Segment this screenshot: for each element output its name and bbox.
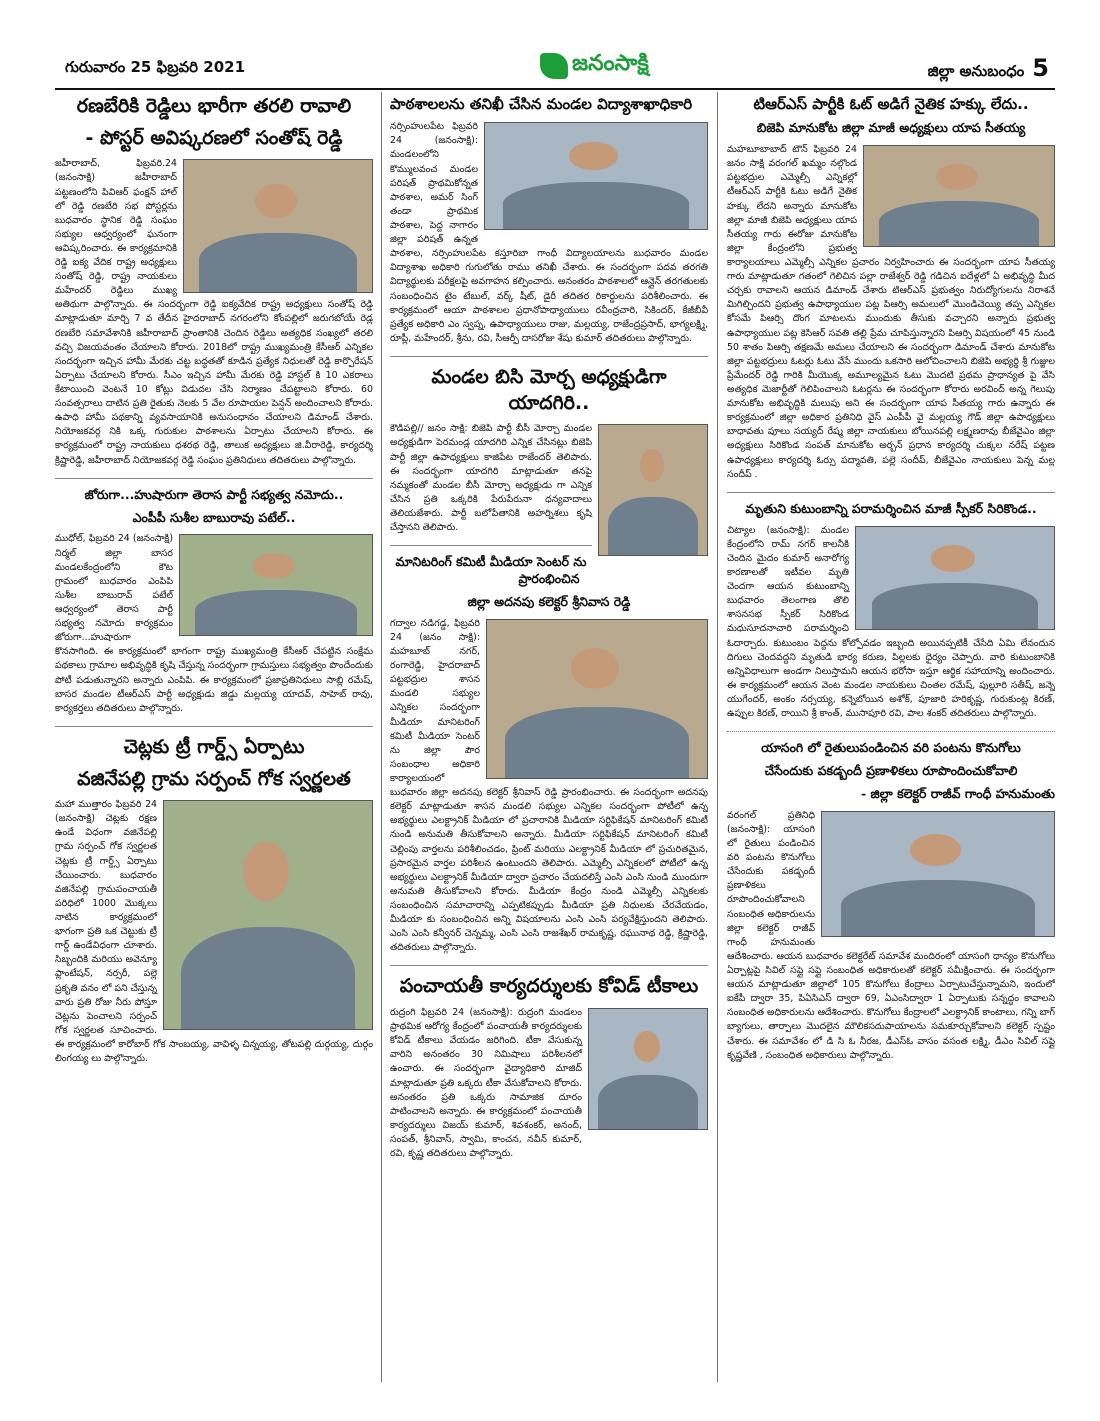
article-headline: చెట్లకు ట్రీ గార్డ్స్ ఏర్పాటు bbox=[123, 735, 305, 758]
article-photo bbox=[183, 159, 373, 293]
article-bc-morcha bbox=[390, 365, 708, 535]
article-body: మహబూబాబాద్ టౌన్ ఫిబ్రవరి 24 జనం సాక్షి వరంగల్ ఖమ్మం నల్గొండ పట్టభద్రుల ఎమ్మెల్సీ ఎన్నికల్లో టీఆర్ఎస్ పార్టీకి ఓటు అడిగే నైతిక హక్కు లేదని అన్నారు మానుకోట జిల్లా మాజీ బిజెపి అధ్యక్షులు యాప సీతయ్య గారు ఈరోజు మానుకోట జిల్లా కేంద్రంలోని ప్రభుత్వ కార్యాలయాలు ఎమ్మెల్సీ ఎన్నికల ప్రచారం నిర్వహించారు ఈ సందర్భంగా యాప సీతయ్య గారు మాట్లాడుతూ గతంలో గెలిచిన పల్లా రాజేశ్వర్ రెడ్డి గడిచిన ఐదేళ్లలో ఏ అభివృద్ధి మీద చర్చకు రావాలని ఆయన డిమాండ్ చేశారు టిఆర్ఎస్ ప్రభుత్వం నిరుద్యోగులను నిరాశనే మిగిల్చిందని ప్రభుత్వ ఉపాధ్యాయుల పట్ల పిఆర్సి అమలులో మొండిచెయ్యి తప్ప ఎన్నికల కోసమే పిఆర్సి దొంగ మాటలను ముందుకు తీసుకు వచ్చారని అన్నారు ప్రభుత్వ ఉపాధ్యాయుల పట్ల కెసిఆర్ సవతి తల్లి ప్రేమ చూపిస్తున్నారని పిఆర్సి విషయంలో 45 నుండి 50 శాతం పిఆర్సి తక్షణమే అమలు చేయాలని ఈ సందర్భంగా డిమాండ్ చేశారు మానుకోట జిల్లా పట్టభద్రులు ఓటర్లు ఓటు వేసే ముందు ఒకసారి ఆలోచించాలని బిజెపి అభ్యర్థి శ్రీ గుజ్జుల ప్రేమేందర్ రెడ్డి గారికి మీయొక్క అమూల్యమైన ఓటు మొదటి ప్రథమ ప్రాధాన్యత పై వేసి అత్యధిక మెజార్టీతో గెలిపించాలని ఓటర్లను ఈ సందర్భంగా కోరారు అరవింద్ అన్న గెలుపు మానుకోట అభివృద్ధికి మలుపు అని ఈ సందర్భంగా యాప సీతయ్య గారు ఉన్నారు ఈ కార్యక్రమంలో జిల్లా అధికార ప్రతినిధి వైస్ ఎంపీపీ వై మల్లయ్య గౌడ్ జిల్లా ఉపాధ్యక్షులు బాధావతు పూలు సయ్యద్ రేష్మ జిల్లా నాయకులు బోయినపల్లి లక్ష్మణరావు బీజేవైఎం జిల్లా అధ్యక్షులు సిరికొండ సంపత్ మానుకోట అర్బన్ ప్రధాన కార్యదర్శి చుక్కల నరేష్ పట్టణ ఉపాధ్యక్షులు కార్యదర్శి ఓర్సు పద్మావతి, పల్లె సందీప్, బీజేవైఎం నాయకులు పెన్న మల్ల సందీప్ . bbox=[727, 144, 1055, 480]
article-tree-guards bbox=[55, 735, 373, 1066]
article-body: మహా ముత్తారం ఫిబ్రవరి 24 (జనంసాక్షి) చెట్లకు రక్షణ ఉండే విధంగా వజినేపల్లి గ్రామ సర్పంచ్ గోక స్వర్ణలత చెట్లకు ట్రీ గార్డ్స్ ఏర్పాటు చేయించారు. బుధవారం వజినేపల్లి గ్రామపంచాయతీ పరిధిలో 1000 మొక్కలు నాటిన కార్యక్రమంలో భాగంగా ప్రతి ఒక చెట్టుకు ట్రీ గార్డ్ ఉండేవిధంగా చూశారు. సిబ్బందికి మరియు అవెన్యూ ప్లాంటేషన్, నర్సరీ, పల్లె ప్రకృతి వనం లో పని చేస్తున్న వారు ప్రతి రోజు నీరు పోస్తూ చెట్లను పెంచాలని సర్పంచ్ గోక స్వర్ణలత సూచించారు. ఈ కార్యక్రమంలో కారోబార్ గోక సాంబయ్య, వావిళ్ళ చిన్నయ్య, తోటపల్లి దుర్గయ్య, దుర్గం లింగయ్య లు పాల్గొన్నారు. bbox=[55, 799, 373, 1065]
article-body: గద్వాల నడిగడ్డ, ఫిబ్రవరి 24 (జనం సాక్షి): మహబూబ్ నగర్, రంగారెడ్డి, హైదరాబాద్ పట్టభద్రుల శాసన మండలి సభ్యుల ఎన్నికల సందర్భంగా మీడియా మానిటరింగ్ కమిటీ మీడియా సెంటర్ ను జిల్లా పౌర సంబంధాల అధికారి కార్యాలయంలో బుధవారం జిల్లా అదనపు కలెక్టర్ శ్రీనివాస్ రెడ్డి ప్రారంభించారు. ఈ సందర్భంగా అదనపు కలెక్టర్ మాట్లాడుతూ శాసన మండలి సభ్యుల ఎన్నికల సందర్భంగా పోటీలో ఉన్న అభ్యర్థులు ఎలక్ట్రానిక్ మీడియా లో ప్రచారానికి మీడియా సర్టిఫికేషన్ మానిటరింగ్ కమిటీ నుండి అనుమతి తీసుకోవాలని అన్నారు. మీడియా సర్టిఫికేషన్ మానిటరింగ్ కమిటీ చెల్లింపు వార్తలను పరిశీలించడం, ప్రింట్ మరియు ఎలక్ట్రానిక్ మీడియా లో ప్రచురితమైన, ప్రసారమైన వార్తల పరిశీలన ఉంటుందని తెలిపారు. ఎమ్మెల్సీ ఎన్నికలలో పోటీలో ఉన్న అభ్యర్థులు ఎలక్ట్రానిక్ మీడియా ద్వారా ప్రచారం చేయదలిస్తే ఎంసి ఎంసి నుండి ముందుగా అనుమతి తీసుకోవాలని కోరారు. మీడియా కేంద్రం నుండి ఎమ్మెల్సీ ఎన్నికలకు సంబంధించిన సమాచారాన్ని ఎప్పటికప్పుడు మీడియా ప్రతి నిధులకు చేరవేయడం, మీడియా కు సంబంధించిన అన్ని విషయాలను ఎంసి ఎంసి పర్యవేక్షిస్తుందని తెలిపారు. ఎంసి ఎంసి కన్వీనర్ చెన్నమ్మ, ఎంసి ఎంసి రాజశేఖర్ రామకృష్ణ, రఘునాథ రెడ్డి, క్రిష్ణారెడ్డి, తదితరులు పాల్గొన్నారు. bbox=[390, 617, 708, 954]
column-3 bbox=[727, 92, 1055, 1382]
article-subheadline: జిల్లా అదనపు కలెక్టర్ శ్రీనివాస రెడ్డి bbox=[467, 593, 631, 609]
article-headline: పంచాయతీ కార్యదర్శులకు కోవిడ్ టీకాలు bbox=[399, 975, 699, 998]
article-headline: మృతుని కుటుంబాన్ని పరామర్శించిన మాజీ స్పీకర్ సిరికొండ.. bbox=[745, 500, 1037, 516]
article-trs-membership bbox=[55, 487, 373, 716]
article-headline: పాఠశాలలను తనిఖీ చేసిన మండల విద్యాశాఖాధికారి bbox=[390, 95, 693, 113]
article-photo bbox=[588, 1008, 708, 1130]
article-trs-no-moral-right bbox=[727, 94, 1055, 482]
article-photo bbox=[486, 619, 708, 779]
article-separator bbox=[55, 726, 373, 727]
article-separator bbox=[390, 965, 708, 966]
section-name: జిల్లా అనుబంధం bbox=[927, 62, 1025, 80]
newspaper-logo bbox=[540, 51, 649, 81]
article-subheadline: ఎంపీపీ సుశీల బాబురావు పటేల్.. bbox=[132, 509, 296, 525]
article-subheadline: వజినేపల్లి గ్రామ సర్పంచ్ గోక స్వర్ణలత bbox=[77, 767, 351, 790]
article-body: వరంగల్ ప్రతినిధి (జనంసాక్షి): యాసంగి లో రైతులు పండించిన వరి పంటను కొనుగోలు చేసేందుకు పకడ్బందీ ప్రణాళికలు రూపొందించుకోవాలని సంబంధిత అధికారులను జిల్లా కలెక్టర్ రాజీవ్ గాంధీ హనుమంతు ఆదేశించారు. ఆయన బుధవారం కలెక్టరేట్ సమావేశ మందిరంలో యాసంగి ధాన్యం కొనుగోలు ఏర్పాట్లపై సివిల్ సప్లై సప్లై సంబంధిత అధికారులతో కలెక్టర్ సమీక్షించారు. ఈ సందర్భంగా ఆయన మాట్లాడుతూ జిల్లాలో 105 కొనుగోలు కేంద్రాలు ఏర్పాటుచేస్తున్నామని, ఇందులో ఐకేపీ ద్వారా 35, పిఏసిఎస్ ద్వారా 69, ఏఎంసిద్వారా 1 ఏర్పాటుకు సన్నద్ధం కావాలని సంబంధిత అధికారులను ఆదేశించారు. కొనుగోలు కేంద్రాలలో ఎలక్ట్రానిక్ కాంటాలు, గన్ని బాగ్ బ్యాగులు, తార్పాలు మొదలైన మౌలికసదుపాయాలను సమకూర్చుకోవాలని కలెక్టర్ స్పష్టం చేశారు. ఈ సమావేశం లో డి సి ఓ నీరజ, డీఎస్ఓ వాసం వసంత లక్ష్మి, డీఎం సివిల్ సప్లై కృష్ణవేణి , సంబంధిత అధికారులు పాల్గొన్నారు. bbox=[727, 809, 1055, 1061]
article-subheadline: బిజెపి మానుకోట జిల్లా మాజీ అధ్యక్షులు యాప సీతయ్య bbox=[756, 120, 1026, 136]
column-2 bbox=[390, 92, 708, 1382]
article-separator bbox=[390, 356, 708, 357]
section-label bbox=[928, 54, 1049, 84]
article-media-center bbox=[390, 554, 708, 955]
article-body: కౌడిపల్లి// జనం సాక్షి: బిజెపి పార్టీ బీసీ మోర్చా మండల అధ్యక్షుడిగా పెరమండ్ల యాదగిరి ఎన్నిక చేసినట్లు బిజెపి పార్టీ జిల్లా ఉపాధ్యక్షులు కాజిపేట రాజేందర్ తెలిపారు. ఈ సందర్భంగా యాదగిరి మాట్లాడుతూ తనపై నమ్మకంతో మండల బీసీ మోర్చా అధ్యక్షుడు గా ఎన్నిక చేసిన ప్రతి ఒక్కరికి పేరుపేరునా ధన్యవాదాలు తెలియజేశారు. పార్టీ బలోపేతానికి అహర్నిశలు కృషి చేస్తానని తెలిపారు. bbox=[390, 423, 592, 534]
article-school-inspection bbox=[390, 94, 708, 346]
article-byline: - జిల్లా కలెక్టర్ రాజీవ్ గాంధీ హనుమంతు bbox=[860, 785, 1055, 801]
article-body: నర్సింహులపేట ఫిబ్రవరి 24 (జనంసాక్షి): మండలంలోని కొమ్ములవంచ మండల పరిషత్ ప్రాథమికోన్నత పాఠశాల, అమర్ సింగ్ తండా ప్రాథమిక పాఠశాల, పెద్ద నాగారం జిల్లా పరిషత్ ఉన్నత పాఠశాల, నర్సింహులపేట కస్తూరిబా గాంధీ విద్యాలయాలను బుధవారం మండల విద్యాశాఖ అధికారి గుగులోతు రాము తనిఖీ చేశారు. ఈ సందర్భంగా పదవ తరగతి విద్యార్థులకు పరీక్షలపై అవగాహన కల్పించారు. అనంతరం పాఠశాలలో ఆన్లైన్ తరగతులకు సంబంధించిన టైం టేబుల్, వర్క్ షీట్, డైరీ తదితర రికార్డులను పరిశీలించారు. ఈ కార్యక్రమంలో ఆయా పాఠశాలల ప్రధానోపాధ్యాయులు రవీంద్రచారి, సికిందర్, కేజీబీవీ ప్రత్యేక అధికారి ఎం స్వప్న, ఉపాధ్యాయులు రాజు, మల్లయ్య, రాజేంద్రప్రసాద్, భాగ్యలక్ష్మి, రూప్లీ, మహేందర్, శ్రీను, రవి, సీఆర్పీ దాసరోజు శేషు కుమార్ తదితరులు పాల్గొన్నారు. bbox=[390, 121, 708, 344]
article-headline: మానిటరింగ్ కమిటీ మీడియా సెంటర్ ను ప్రారంభించిన bbox=[395, 554, 587, 587]
article-photo bbox=[863, 145, 1055, 247]
logo-leaf-icon bbox=[540, 53, 568, 79]
column-divider bbox=[381, 92, 382, 1382]
article-subheadline: - పోస్టర్ అవిష్కరణలో సంతోష్ రెడ్డి bbox=[85, 126, 343, 149]
article-photo bbox=[163, 800, 373, 1030]
article-covid-vaccine bbox=[390, 974, 708, 1161]
article-photo bbox=[484, 122, 708, 230]
article-photo bbox=[855, 526, 1055, 630]
article-body: రుద్రంగి ఫిబ్రవరి 24 (జనంసాక్షి): రుద్రంగి మండలం ప్రాథమిక ఆరోగ్య కేంద్రంలో పంచాయతీ కార్యదర్శులకు కోవిడ్ టీకాలు వేయడం జరిగింది. టీకా వేసుకున్న వారిని అనంతరం 30 నిమిషాలు పరిశీలనలో ఉంచారు. ఈ సందర్భంగా వైద్యాధికారి మాజిద్ మాట్లాడుతూ ప్రతి ఒక్కరు టీకా వేసుకోవాలని కోరారు. అనంతరం ప్రతి ఒక్కరు సామాజిక దూరం పాటించాలని అన్నారు. ఈ కార్యక్రమంలో పంచాయతీ కార్యదర్శులు విజయ్ కుమార్, శివశంకర్, అనంద్, సంపత్, శ్రీనివాస్, స్వామి, కాంచన, నవీన్ కుమార్, రవి, కృష్ణ తదితరులు పాల్గొన్నారు. bbox=[390, 1007, 582, 1160]
article-photo bbox=[179, 534, 373, 636]
article-separator bbox=[390, 545, 592, 546]
logo-text: జనంసాక్షి bbox=[572, 51, 649, 76]
issue-date: గురువారం 25 ఫిబ్రవరి 2021 bbox=[65, 58, 246, 76]
page-number: 5 bbox=[1032, 54, 1049, 82]
article-body: ముధోల్, ఫిబ్రవరి 24 (జనంసాక్షి) నిర్మల్ జిల్లా బాసర మండలకేంద్రంలోని కౌట గ్రామంలో బుధవారం ఎంపిపి సుశీల బాబురావ్ పటేల్ ఆధ్వర్యంలో తెరాస పార్టీ సభ్యత్వ నమోదు కార్యక్రమం జోరుగా...హుషారుగా కొనసాగింది. ఈ కార్యక్రమంలో భాగంగా రాష్ట్ర ముఖ్యమంత్రి కేసీఆర్ చేపట్టిన సంక్షేమ పథకాలు గ్రామాల అభివృద్ధికి కృషి చేస్తున్న సందర్భంగా గ్రామస్తులు సభ్యత్వం పొందేందుకు పోటీ పడుతున్నారని అన్నారు ఎంపిపి. ఈ కార్యక్రమంలో ప్రజాప్రతినిధులు సాబ్లి రమేష్, బాసర మండల టీఆర్ఎస్ పార్టీ అధ్యక్షుడు జిడ్డు మల్లయ్య యాదవ్, సాహెబ్ రావు, కార్యకర్తలు తదితరులు పాల్గొన్నారు. bbox=[55, 533, 373, 714]
article-body: జహీరాబాద్, ఫిబ్రవరి.24 (జనంసాక్షి) జహీరాబాద్ పట్టణంలోని పివిఆర్ ఫంక్షన్ హాల్ లో రెడ్డి రణబేరి సభ పోస్టర్లను బుధవారం స్థానిక రెడ్డి సంఘం సభ్యుల ఆధ్వర్యంలో ఘనంగా ఆవిష్కరించారు. ఈ కార్యక్రమానికి రెడ్డి ఐక్య వేదిక రాష్ట్ర అధ్యక్షులు సంతోష్ రెడ్డి, రాష్ట్ర నాయకులు మహేందర్ రెడ్డిలు ముఖ్య అతిథుగా పాల్గొన్నారు. ఈ సందర్భంగా రెడ్డి ఐక్యవేదిక రాష్ట్ర అధ్యక్షులు సంతోష్ రెడ్డి మాట్లాడుతూ మార్చి 7 వ తేదీన హైదరాబాద్ నగరంలోని కోంపల్లిలో జరుగబోయే రెడ్ల రణబేరి సమావేశానికి జహీరాబాద్ ప్రాంతానికి చెందిన రెడ్డిలు అత్యధిక సంఖ్యలో తరలి వచ్చి విజయవంతం చేయాలని కోరారు. 2018లో రాష్ట్ర ముఖ్యమంత్రి కేసీఆర్ ఎన్నికల సందర్భంగా ఇచ్చిన హామీ మేరకు చట్ట బద్ధతతో కూడిన ప్రత్యేక నిధులతో రెడ్డి కార్పొరేషన్ ఏర్పాటు చేయాలని కోరారు. సీఎం ఇచ్చిన హామీ మేరకు రెడ్డి హాస్టల్ కి 10 ఎకరాలు కేటాయించి వెంటనే 10 కోట్లు విడుదల చేసి నిర్మాణం చేపట్టాలని కోరారు. 60 సంవత్సరాలు దాటిన ప్రతి రైతుకు నెలకు 5 వేల రూపాయల పెన్షన్ అందించాలని కోరారు. ఉపాధి హామీ పథకాన్ని వ్యవసాయానికి అనుసంధానం చేయాలని డిమాండ్ చేశారు. నియోజకవర్గ నికి ఒక్క గురుకుల పాఠశాలను ఏర్పాటు చేయాలని కోరారు. ఈ కార్యక్రమంలో రాష్ట్ర నాయకులు ధశరథ రెడ్డి, తాలుక అధ్యక్షులు జి.వీరారెడ్డి, కార్యదర్శి క్రిష్ణారెడ్డి, జహీరాబాద్ నియోజకవర్గ రెడ్డి సంఘం ప్రతినిధులు తదితరులు పాల్గొన్నారు. bbox=[55, 158, 373, 466]
article-body: చిట్యాల (జనంసాక్షి): మండల కేంద్రంలోని రామ్ నగర్ కాలనీకి చెందిన మైదం కుమార్ అనారోగ్య కారణాలతో ఇటీవల మృతి చెందగా ఆయన కుటుంబాన్ని బుధవారం తెలంగాణ తొలి శాసనసభ స్పీకర్ సిరికొండ మధుసూదనాచారి పరామర్శించి ఓదార్చారు. కుటుంబం పెద్దను కోల్పోవడం ఇబ్బంది అయినప్పటికీ చేసేది ఏమి లేనందున దిగులు చెందవద్దని మృతుడి భార్య కరుణ, పిల్లలకు ధైర్యం చెప్పారు. వారి కుటుంబానికి అన్నివిధాలుగా అండగా నిలుస్తామని ఆయన భరోసా ఇస్తూ ఆర్థిక సహాయాన్ని అందించారు. ఈ కార్యక్రమంలో ఆయన వెంట మండల నాయకులు చింతల రమేష్, పుల్లూరి సతీష్, జన్నె యుగేందర్, అంకం నర్సయ్య, కన్నెబోయిన అశోక్, పూజారి హరికృష్ణ, గురుకుంట్ల కిరణ్, ఉప్పుల కిరణ్, రాయిని శ్రీ కాంత్, ముసాపూరి రవి, పాల శంకర్ తదితరులు పాల్గొన్నారు. bbox=[727, 524, 1055, 720]
column-divider bbox=[717, 92, 718, 1382]
article-headline: జోరుగా...హుషారుగా తెరాస పార్టీ సభ్యత్వ నమోదు.. bbox=[84, 486, 344, 502]
article-subheadline: చేసేందుకు పకడ్బందీ ప్రణాళికలు రూపొందించుకోవాలి bbox=[764, 763, 1018, 779]
article-separator bbox=[727, 492, 1055, 493]
article-reddy-ranaberi bbox=[55, 94, 373, 468]
article-headline: రణబేరికి రెడ్డిలు భారీగా తరలి రావాలి bbox=[76, 95, 352, 117]
article-paddy-procurement bbox=[727, 740, 1055, 1063]
column-1 bbox=[55, 92, 373, 1382]
masthead bbox=[55, 48, 1055, 90]
article-former-speaker bbox=[727, 501, 1055, 721]
article-headline: యాసంగి లో రైతులుపండించిన వరి పంటను కొనుగోలు bbox=[761, 740, 1021, 756]
article-separator bbox=[727, 731, 1055, 732]
article-photo bbox=[598, 424, 708, 556]
article-photo bbox=[821, 811, 1055, 937]
article-headline: టిఆర్ఎస్ పార్టీకి ఓట్ అడిగే నైతిక హక్కు లేదు.. bbox=[753, 95, 1029, 113]
article-separator bbox=[55, 478, 373, 479]
article-headline: మండల బిసి మోర్చ అధ్యక్షుడిగా యాదగిరి.. bbox=[431, 366, 667, 414]
